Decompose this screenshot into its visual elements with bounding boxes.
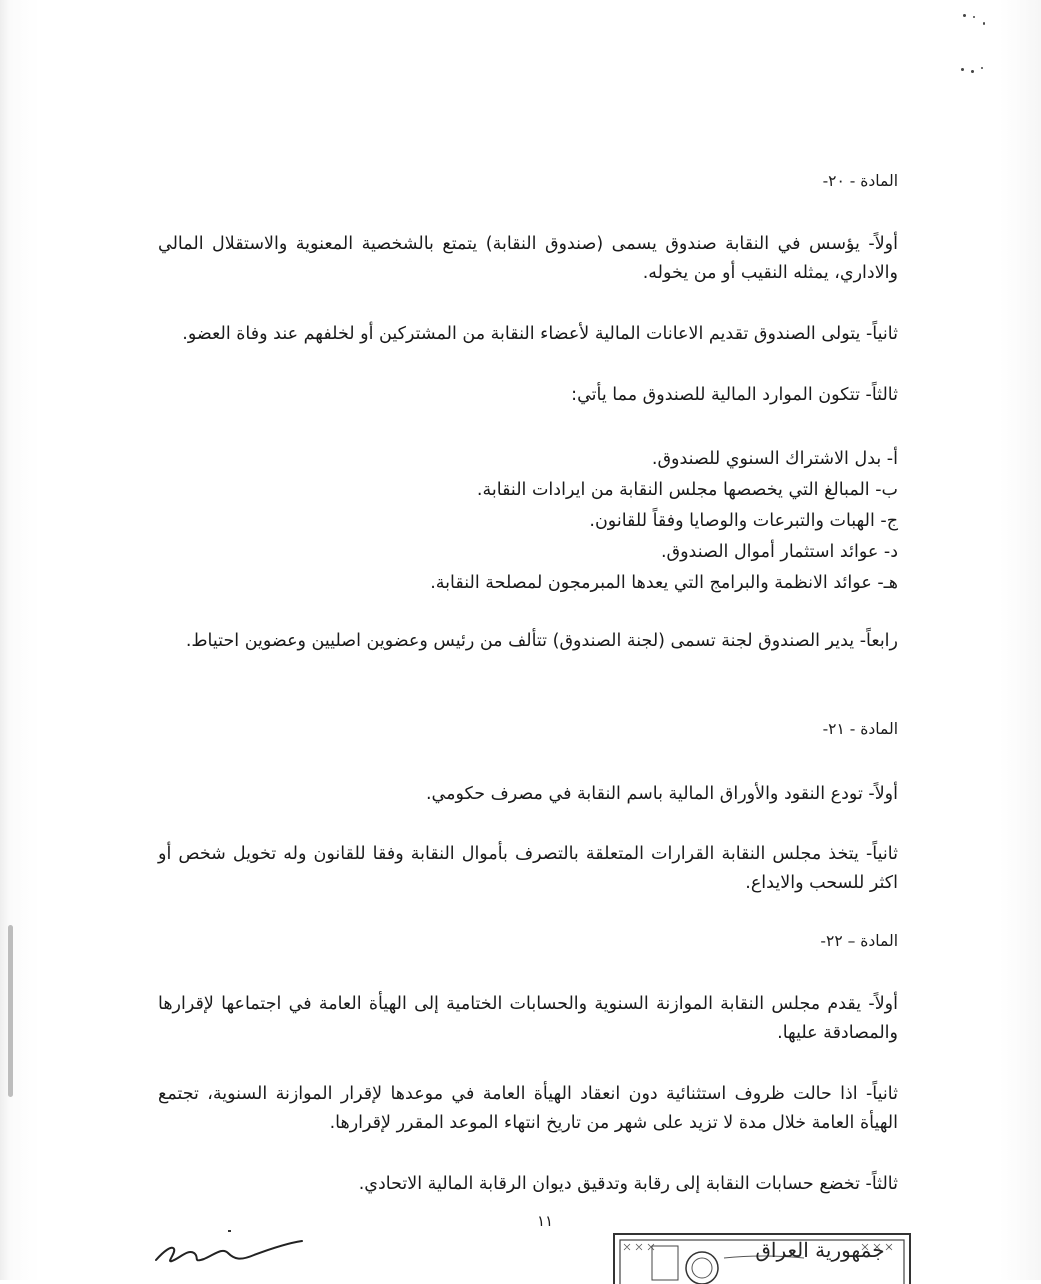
article-21-clause-2: ثانياً- يتخذ مجلس النقابة القرارات المتعلقة بالتصرف بأموال النقابة وفقا للقانون وله تخويل شخص أو اكثر للسحب والايداع. [158,844,898,893]
article-21-heading: المادة - ٢١- [822,720,898,738]
list-item: د- عوائد استثمار أموال الصندوق. [660,542,898,562]
scan-specks [961,10,1001,80]
seal-text: جمهورية العراق [755,1238,885,1262]
article-22-clause-1: أولاً- يقدم مجلس النقابة الموازنة السنوية والحسابات الختامية إلى الهيأة العامة في اجتماعها لإقرارها والمصادقة عليها. [158,994,898,1043]
list-item: هـ- عوائد الانظمة والبرامج التي يعدها المبرمجون لمصلحة النقابة. [430,573,898,593]
article-20-heading: المادة - ٢٠- [822,172,898,190]
article-20-clause-2: ثانياً- يتولى الصندوق تقديم الاعانات المالية لأعضاء النقابة من المشتركين أو لخلفهم عند وفاة العضو. [182,324,898,344]
signature-scribble [150,1225,310,1270]
list-item: ب- المبالغ التي يخصصها مجلس النقابة من ايرادات النقابة. [476,480,898,500]
list-item: ج- الهبات والتبرعات والوصايا وفقاً للقانون. [589,511,898,531]
article-22-clause-2: ثانياً- اذا حالت ظروف استثنائية دون انعقاد الهيأة العامة في موعدها لإقرار الموازنة السنوية، تجتمع الهيأة العامة خلال مدة لا تزيد على شهر من تاريخ انتهاء الموعد المقرر لإقرارها. [158,1084,898,1133]
article-22-heading: المادة – ٢٢- [820,932,898,950]
article-20-clause-4: رابعاً- يدير الصندوق لجنة تسمى (لجنة الصندوق) تتألف من رئيس وعضوين اصليين وعضوين احتياط. [185,631,898,651]
article-20-clause-1: أولاً- يؤسس في النقابة صندوق يسمى (صندوق النقابة) يتمتع بالشخصية المعنوية والاستقلال المالي والاداري، يمثله النقيب أو من يخوله. [158,234,898,283]
article-22-clause-3: ثالثاً- تخضع حسابات النقابة إلى رقابة وتدقيق ديوان الرقابة المالية الاتحادي. [358,1174,898,1194]
scrollbar-thumb[interactable] [8,925,13,1097]
page-number: ١١ [536,1212,554,1230]
list-item: أ- بدل الاشتراك السنوي للصندوق. [651,449,898,469]
article-20-clause-3: ثالثاً- تتكون الموارد المالية للصندوق مما يأتي: [571,385,898,405]
article-21-clause-1: أولاً- تودع النقود والأوراق المالية باسم النقابة في مصرف حكومي. [425,784,898,804]
